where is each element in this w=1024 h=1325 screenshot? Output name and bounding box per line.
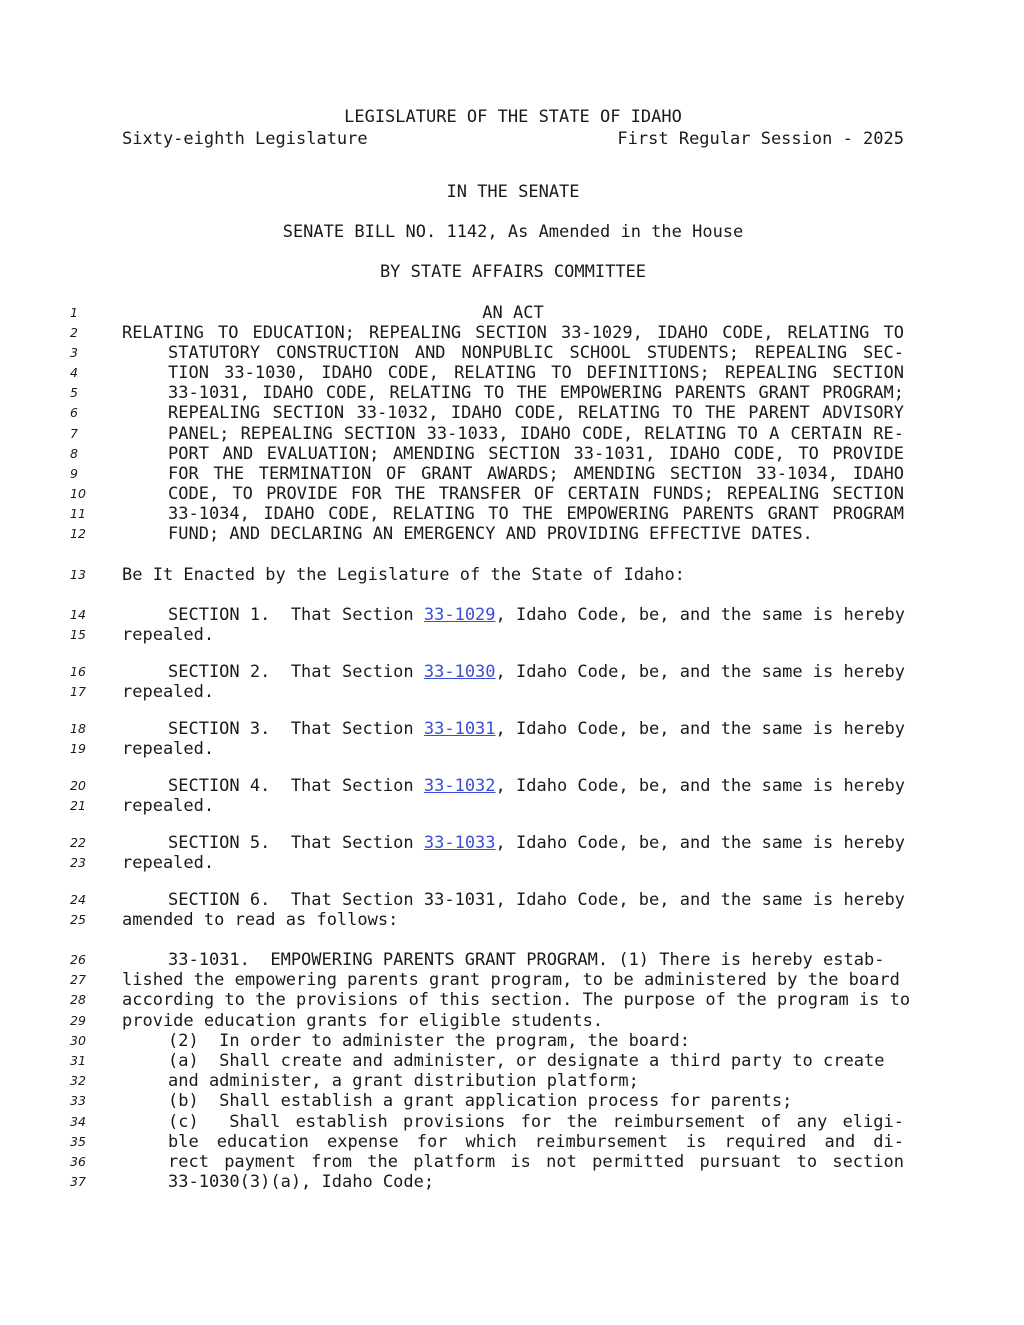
section-3-suffix: , Idaho Code, be, and the same is hereby (495, 719, 905, 739)
bill-title: SENATE BILL NO. 1142, As Amended in the House (282, 222, 744, 242)
line-number: 13 (70, 567, 86, 582)
line-number: 6 (70, 405, 78, 420)
line-number: 5 (70, 385, 78, 400)
section-link-33-1033[interactable]: 33-1033 (423, 833, 496, 853)
line-number: 20 (70, 778, 86, 793)
line-number: 16 (70, 664, 86, 679)
section-6-line: SECTION 6. That Section 33-1031, Idaho Code, be, and the same is hereby (168, 890, 905, 910)
line-number: 27 (70, 972, 86, 987)
line-number: 14 (70, 607, 86, 622)
section-link-33-1031[interactable]: 33-1031 (423, 719, 496, 739)
body-line: 33-1031. EMPOWERING PARENTS GRANT PROGRAM. (1) There is hereby estab- (168, 950, 885, 970)
body-line: (a) Shall create and administer, or designate a third party to create (168, 1051, 885, 1071)
section-1-line (168, 605, 904, 625)
section-2-line (168, 662, 904, 682)
line-number: 7 (70, 426, 78, 441)
section-link-33-1029[interactable]: 33-1029 (423, 605, 496, 625)
enacting-clause: Be It Enacted by the Legislature of the State of Idaho: (122, 565, 685, 585)
section-5-cont: repealed. (122, 853, 215, 873)
line-number: 17 (70, 684, 86, 699)
section-3-cont: repealed. (122, 739, 215, 759)
section-2-suffix: , Idaho Code, be, and the same is hereby (495, 662, 905, 682)
section-4-prefix: SECTION 4. That Section (168, 776, 424, 796)
section-5-line (168, 833, 904, 853)
line-number: 18 (70, 721, 86, 736)
section-link-33-1030[interactable]: 33-1030 (423, 662, 496, 682)
line-number: 15 (70, 627, 86, 642)
act-title-line: 33-1031, IDAHO CODE, RELATING TO THE EMPOWERING PARENTS GRANT PROGRAM; (168, 383, 904, 403)
line-number: 19 (70, 741, 86, 756)
session-row (122, 129, 904, 149)
line-number: 37 (70, 1174, 86, 1189)
line-number: 36 (70, 1154, 86, 1169)
section-4-cont: repealed. (122, 796, 215, 816)
body-line: ble education expense for which reimbursement is required and di- (168, 1132, 904, 1152)
line-number: 24 (70, 892, 86, 907)
session-label: First Regular Session - 2025 (617, 129, 904, 149)
section-5-suffix: , Idaho Code, be, and the same is hereby (495, 833, 905, 853)
section-4-suffix: , Idaho Code, be, and the same is hereby (495, 776, 905, 796)
section-5-prefix: SECTION 5. That Section (168, 833, 424, 853)
line-number: 9 (70, 466, 78, 481)
act-title-line: 33-1034, IDAHO CODE, RELATING TO THE EMPOWERING PARENTS GRANT PROGRAM (168, 504, 904, 524)
section-6-cont: amended to read as follows: (122, 910, 399, 930)
act-title-line: PORT AND EVALUATION; AMENDING SECTION 33-1031, IDAHO CODE, TO PROVIDE (168, 444, 904, 464)
section-2-cont: repealed. (122, 682, 215, 702)
line-number: 11 (70, 506, 86, 521)
line-number: 26 (70, 952, 86, 967)
line-number: 2 (70, 325, 78, 340)
body-line: 33-1030(3)(a), Idaho Code; (168, 1172, 435, 1192)
line-number: 29 (70, 1013, 86, 1028)
body-line: according to the provisions of this section. The purpose of the program is to (122, 990, 911, 1010)
body-line: (b) Shall establish a grant application process for parents; (168, 1091, 793, 1111)
act-title-line: RELATING TO EDUCATION; REPEALING SECTION 33-1029, IDAHO CODE, RELATING TO (122, 323, 904, 343)
line-number: 12 (70, 526, 86, 541)
act-title-line: FOR THE TERMINATION OF GRANT AWARDS; AMENDING SECTION 33-1034, IDAHO (168, 464, 904, 484)
section-1-text (168, 605, 905, 625)
line-number: 31 (70, 1053, 86, 1068)
body-line: and administer, a grant distribution platform; (168, 1071, 639, 1091)
legislature-number: Sixty-eighth Legislature (122, 129, 368, 149)
body-line: rect payment from the platform is not permitted pursuant to section (168, 1152, 904, 1172)
legislature-title: LEGISLATURE OF THE STATE OF IDAHO (344, 107, 682, 127)
act-title-line: REPEALING SECTION 33-1032, IDAHO CODE, RELATING TO THE PARENT ADVISORY (168, 403, 904, 423)
act-title-line: CODE, TO PROVIDE FOR THE TRANSFER OF CERTAIN FUNDS; REPEALING SECTION (168, 484, 904, 504)
line-number: 3 (70, 345, 78, 360)
section-link-33-1032[interactable]: 33-1032 (423, 776, 496, 796)
line-number: 30 (70, 1033, 86, 1048)
body-line: lished the empowering parents grant program, to be administered by the board (122, 970, 900, 990)
act-title-line: STATUTORY CONSTRUCTION AND NONPUBLIC SCHOOL STUDENTS; REPEALING SEC- (168, 343, 904, 363)
section-1-suffix: , Idaho Code, be, and the same is hereby (495, 605, 905, 625)
section-1-cont: repealed. (122, 625, 215, 645)
line-number: 33 (70, 1093, 86, 1108)
line-number: 23 (70, 855, 86, 870)
act-title-line: TION 33-1030, IDAHO CODE, RELATING TO DEFINITIONS; REPEALING SECTION (168, 363, 904, 383)
line-number: 4 (70, 365, 78, 380)
body-line: (2) In order to administer the program, the board: (168, 1031, 690, 1051)
section-1-prefix: SECTION 1. That Section (168, 605, 424, 625)
line-number: 8 (70, 446, 78, 461)
section-2-prefix: SECTION 2. That Section (168, 662, 424, 682)
line-number: 21 (70, 798, 86, 813)
section-4-line (168, 776, 904, 796)
line-number: 34 (70, 1114, 86, 1129)
act-title-line: PANEL; REPEALING SECTION 33-1033, IDAHO CODE, RELATING TO A CERTAIN RE- (168, 424, 904, 444)
line-number: 22 (70, 835, 86, 850)
line-number: 25 (70, 912, 86, 927)
line-number: 1 (70, 305, 78, 320)
body-line: provide education grants for eligible students. (122, 1011, 604, 1031)
section-3-prefix: SECTION 3. That Section (168, 719, 424, 739)
act-heading: AN ACT (482, 303, 544, 323)
line-number: 28 (70, 992, 86, 1007)
section-3-line (168, 719, 904, 739)
body-line: (c) Shall establish provisions for the reimbursement of any eligi- (168, 1112, 904, 1132)
sponsor-label: BY STATE AFFAIRS COMMITTEE (379, 262, 647, 282)
act-title-line: FUND; AND DECLARING AN EMERGENCY AND PROVIDING EFFECTIVE DATES. (168, 524, 813, 544)
line-number: 10 (70, 486, 86, 501)
line-number: 32 (70, 1073, 86, 1088)
chamber-label: IN THE SENATE (446, 182, 580, 202)
line-number: 35 (70, 1134, 86, 1149)
